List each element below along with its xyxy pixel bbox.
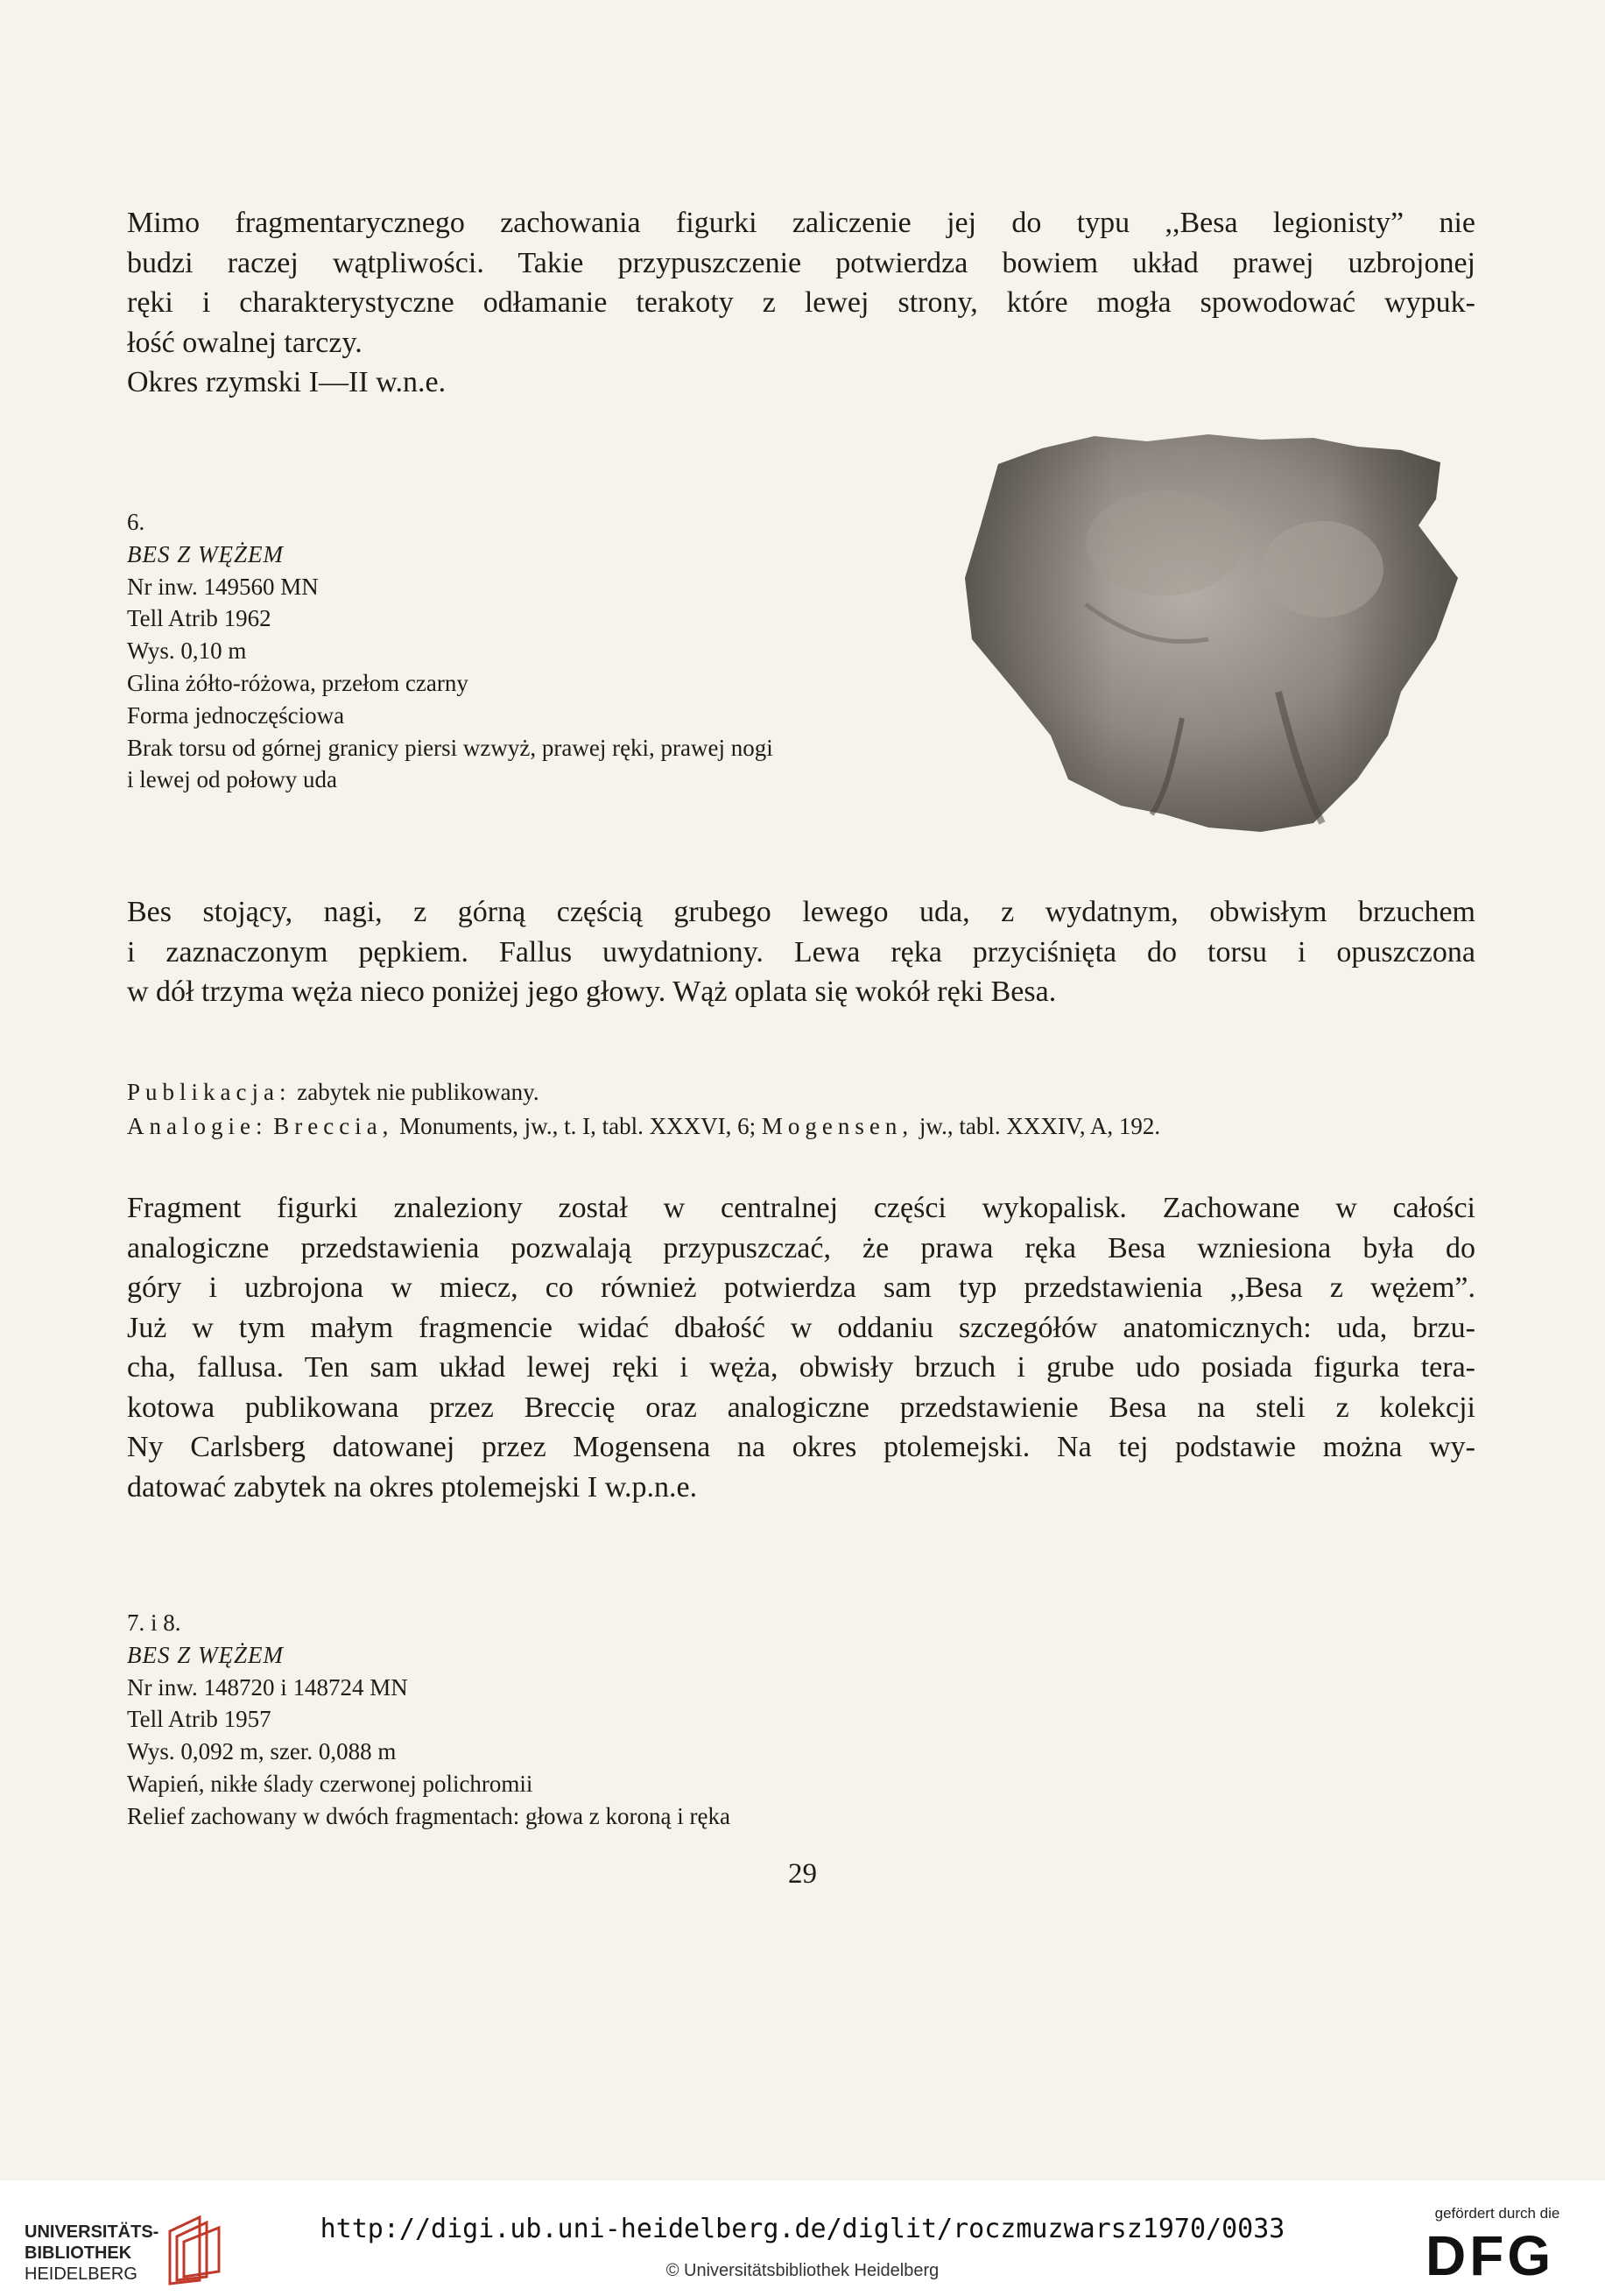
text-line: góry i uzbrojona w miecz, co również potwierdza sam typ przedstawienia ,,Besa z wężem”.: [127, 1271, 1475, 1304]
text-line: Ny Carlsberg datowanej przez Mogensena na okres ptolemejski. Na tej podstawie można wy-: [127, 1431, 1475, 1463]
text-line: w dół trzyma węża nieco poniżej jego głowy. Wąż oplata się wokół ręki Besa.: [127, 975, 1057, 1008]
entry-number: 6.: [127, 509, 145, 535]
material: Wapień, nikłe ślady czerwonej polichromii: [127, 1770, 533, 1797]
funding-label: gefördert durch die: [1434, 2205, 1560, 2222]
text-line: budzi raczej wątpliwości. Takie przypuszczenie potwierdza bowiem układ prawej uzbrojonej: [127, 246, 1475, 279]
figurine-photo: [946, 429, 1471, 849]
text-line: Bes stojący, nagi, z górną częścią grubego lewego uda, z wydatnym, obwisłym brzuchem: [127, 896, 1475, 928]
page-number: 29: [788, 1858, 817, 1890]
text-line: analogiczne przedstawienia pozwalają przypuszczać, że prawa ręka Besa wzniesiona była do: [127, 1231, 1475, 1264]
analogy-reference: Monuments, jw., t. I, tabl. XXXVI, 6;: [399, 1113, 757, 1139]
library-name-line: UNIVERSITÄTS-: [25, 2222, 159, 2242]
analogy-author: Breccia,: [273, 1113, 394, 1139]
publication-text: zabytek nie publikowany.: [297, 1079, 539, 1105]
paragraph-2: [127, 892, 1475, 1012]
publication-note: [127, 1074, 539, 1110]
text-line: Mimo fragmentarycznego zachowania figurki zaliczenie jej do typu ,,Besa legionisty” nie: [127, 207, 1475, 239]
find-site: Tell Atrib 1957: [127, 1706, 271, 1733]
find-site: Tell Atrib 1962: [127, 605, 271, 632]
condition: Relief zachowany w dwóch fragmentach: głowa z koroną i ręka: [127, 1802, 730, 1829]
entry-number: 7. i 8.: [127, 1609, 181, 1636]
material: Glina żółto-różowa, przełom czarny: [127, 669, 468, 696]
form: Forma jednoczęściowa: [127, 701, 345, 729]
text-line: kotowa publikowana przez Breccię oraz analogiczne przedstawienie Besa na steli z kolekcji: [127, 1391, 1475, 1424]
text-line: i zaznaczonym pępkiem. Fallus uwydatniony. Lewa ręka przyciśnięta do torsu i opuszczona: [127, 935, 1475, 968]
dfg-logo[interactable]: DFG: [1425, 2224, 1555, 2287]
analogies-label: Analogie:: [127, 1113, 268, 1139]
damage-line: Brak torsu od górnej granicy piersi wzwyż, prawej ręki, prawej nogi: [127, 734, 773, 761]
analogies-note: [127, 1108, 1160, 1144]
dimensions: Wys. 0,092 m, szer. 0,088 m: [127, 1738, 397, 1765]
text-line: ręki i charakterystyczne odłamanie terakoty z lewej strony, które mogła spowodować wypuk-: [127, 286, 1475, 319]
inventory-number: Nr inw. 149560 MN: [127, 573, 319, 600]
analogy-author: Mogensen,: [761, 1113, 914, 1139]
text-line: łość owalnej tarczy.: [127, 326, 363, 359]
funder-block: [1418, 2205, 1576, 2288]
text-line: datować zabytek na okres ptolemejski I w.p.n.e.: [127, 1470, 698, 1504]
analogy-reference: jw., tabl. XXXIV, A, 192.: [919, 1113, 1161, 1139]
library-name-line: BIBLIOTHEK: [25, 2243, 132, 2263]
text-line: Fragment figurki znaleziony został w centralnej części wykopalisk. Zachowane w całości: [127, 1192, 1475, 1224]
text-line: Okres rzymski I—II w.n.e.: [127, 366, 447, 398]
publication-label: Publikacja:: [127, 1079, 292, 1105]
damage-line: i lewej od połowy uda: [127, 766, 337, 793]
copyright-notice: © Universitätsbibliothek Heidelberg: [665, 2261, 940, 2280]
document-url-link[interactable]: http://digi.ub.uni-heidelberg.de/diglit/roczmuzwarsz1970/0033: [320, 2214, 1285, 2244]
paragraph-3: [127, 1188, 1475, 1507]
entry-title: BES Z WĘŻEM: [127, 1641, 284, 1668]
inventory-number: Nr inw. 148720 i 148724 MN: [127, 1673, 408, 1701]
height: Wys. 0,10 m: [127, 637, 247, 665]
footer-bar: [0, 2180, 1605, 2296]
catalog-entry-7-8: [127, 1607, 730, 1833]
text-line: cha, fallusa. Ten sam układ lewej ręki i węża, obwisły brzuch i grube udo posiada figurka tera-: [127, 1351, 1475, 1384]
paragraph-1: [127, 203, 1475, 403]
library-name-line: HEIDELBERG: [25, 2264, 137, 2284]
entry-title: BES Z WĘŻEM: [127, 540, 284, 567]
catalog-entry-6: [127, 506, 773, 796]
text-line: Już w tym małym fragmencie widać dbałość w oddaniu szczegółów anatomicznych: uda, brzu-: [127, 1311, 1475, 1344]
